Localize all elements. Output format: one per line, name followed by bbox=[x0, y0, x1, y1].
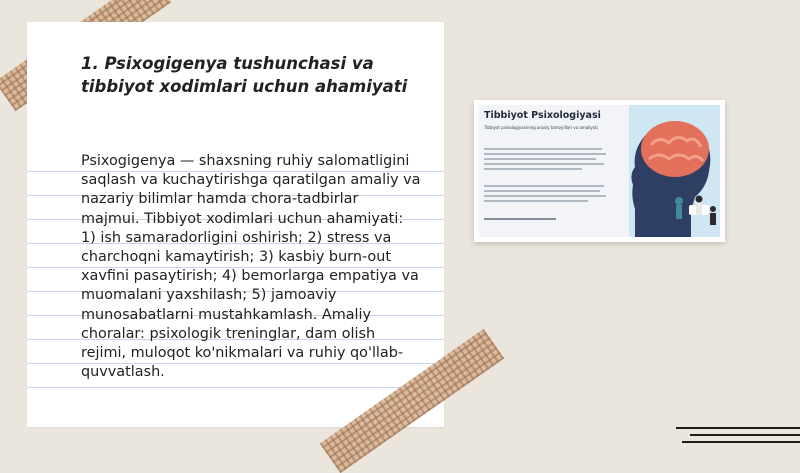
figure-body bbox=[710, 213, 716, 225]
thumbnail-text-line bbox=[484, 200, 588, 202]
thumbnail-text-line bbox=[484, 148, 602, 150]
figure-head bbox=[675, 197, 683, 205]
decorative-line bbox=[682, 441, 800, 443]
thumbnail-text-line bbox=[484, 190, 600, 192]
decorative-line bbox=[690, 434, 800, 436]
thumbnail-text-line bbox=[484, 185, 604, 187]
figure-head bbox=[696, 196, 703, 203]
brain-shape bbox=[641, 121, 709, 177]
figure-body bbox=[696, 203, 702, 215]
thumbnail-text-line bbox=[484, 158, 596, 160]
figure-head bbox=[710, 206, 716, 212]
thumbnail-text-line bbox=[484, 153, 606, 155]
slide-thumbnail-image bbox=[474, 100, 725, 242]
figure-body bbox=[676, 205, 682, 219]
thumbnail-text-line bbox=[484, 163, 604, 165]
thumbnail-subtitle: Tibbiyot psixologiyasining asosiy tamoyillari va amaliyoti bbox=[484, 125, 598, 130]
thumbnail-title: Tibbiyot Psixologiyasi bbox=[484, 110, 601, 121]
slide-title: 1. Psixogigenya tushunchasi va tibbiyot xodimlari uchun ahamiyati bbox=[81, 54, 408, 96]
thumbnail-footer-line bbox=[484, 218, 556, 220]
head-brain-illustration bbox=[629, 105, 720, 237]
decorative-line bbox=[676, 427, 800, 429]
thumbnail-text-line bbox=[484, 168, 582, 170]
slide-body-text: Psixogigenya — shaxsning ruhiy salomatligini saqlash va kuchaytirishga qaratilgan amaliy va nazariy bilimlar hamda chora-tadbirlar majmui. Tibbiyot xodimlari uchun ahamiyati: 1) ish samaradorligini oshirish; 2) stress va charchoqni kamaytirish; 3) kasbiy burn-out xavfini pasaytirish; 4) bemorlarga empatiya va muomalani yaxshilash; 5) jamoaviy munosabatlarni mustahkamlash. Amaliy choralar: psixologik treninglar, dam olish rejimi, muloqot ko'nikmalari va ruhiy qo'llab-quvvatlash. bbox=[81, 153, 421, 381]
thumbnail-text-line bbox=[484, 195, 606, 197]
